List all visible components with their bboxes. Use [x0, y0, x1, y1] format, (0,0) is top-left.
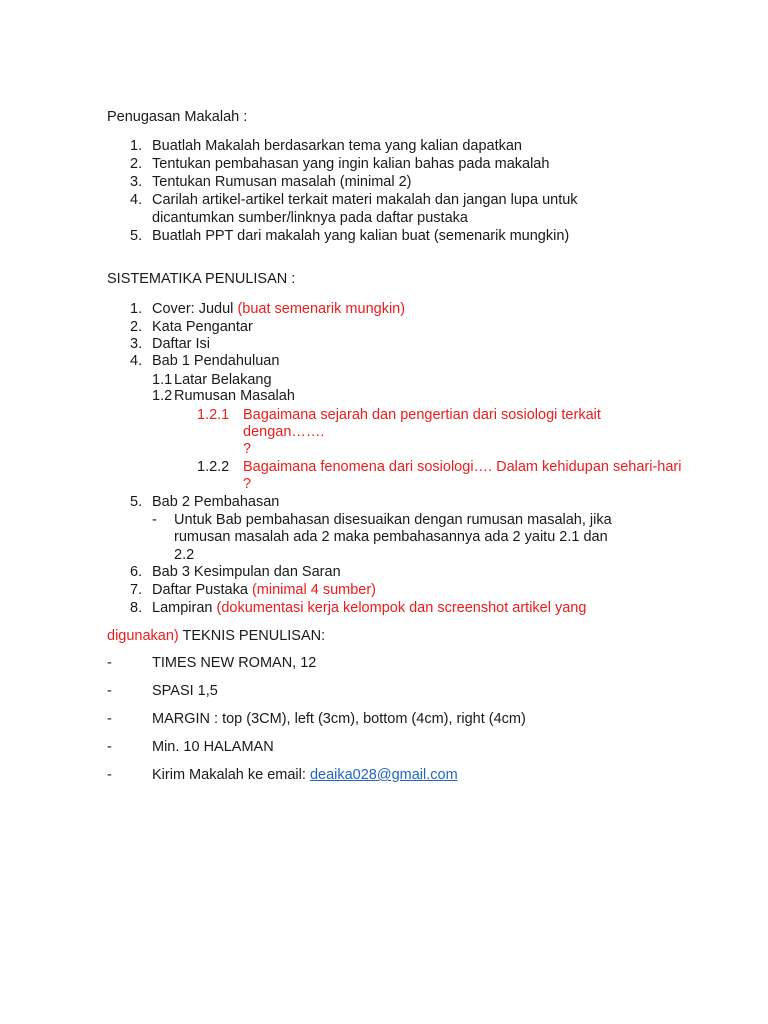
outline-num: 2. [130, 319, 143, 335]
bullet-text: 2.2 [174, 547, 195, 563]
task-text-cont: dicantumkan sumber/linknya pada daftar pustaka [152, 210, 468, 226]
outline-note: (dokumentasi kerja kelompok dan screenshot artikel yang [216, 600, 587, 616]
teknis-item: TIMES NEW ROMAN, 12 [152, 655, 317, 671]
bullet-dash: - [152, 512, 157, 528]
page-title: Penugasan Makalah : [107, 109, 248, 125]
teknis-dash: - [107, 683, 112, 699]
outline-text: Daftar Isi [152, 336, 211, 352]
task-text: Buatlah PPT dari makalah yang kalian buat (semenarik mungkin) [152, 228, 570, 244]
outline-subsub-num: 1.2.1 [197, 407, 230, 423]
outline-item-lampiran [152, 599, 586, 617]
outline-num: 5. [130, 494, 143, 510]
sistematika-heading: SISTEMATIKA PENULISAN : [107, 271, 296, 287]
email-link[interactable]: deaika028@gmail.com [309, 767, 458, 783]
outline-num: 3. [130, 336, 143, 352]
teknis-heading-line [107, 627, 325, 645]
teknis-item: MARGIN : top (3CM), left (3cm), bottom (4cm), right (4cm) [152, 711, 526, 727]
outline-num: 8. [130, 600, 143, 616]
teknis-item: Kirim Makalah ke email: [152, 767, 310, 783]
outline-subsub-text: ? [243, 441, 252, 457]
outline-num: 1. [130, 301, 143, 317]
bullet-text: Untuk Bab pembahasan disesuaikan dengan rumusan masalah, jika [174, 512, 612, 528]
teknis-dash: - [107, 711, 112, 727]
task-num: 5. [130, 228, 143, 244]
outline-subsub-text: dengan……. [243, 424, 325, 440]
teknis-dash: - [107, 655, 112, 671]
outline-subsub-text: Bagaimana sejarah dan pengertian dari sosiologi terkait [243, 407, 601, 423]
outline-num: 4. [130, 353, 143, 369]
outline-text: Bab 2 Pembahasan [152, 494, 280, 510]
outline-subsub-text: Bagaimana fenomena dari sosiologi…. Dalam kehidupan sehari-hari [243, 459, 682, 475]
outline-text: Daftar Pustaka [152, 582, 252, 598]
teknis-item-email [152, 766, 458, 784]
task-num: 2. [130, 156, 143, 172]
outline-note-cont: digunakan) [107, 628, 179, 644]
task-text: Tentukan pembahasan yang ingin kalian bahas pada makalah [152, 156, 550, 172]
task-num: 4. [130, 192, 143, 208]
outline-text: Kata Pengantar [152, 319, 253, 335]
teknis-heading: TEKNIS PENULISAN: [178, 628, 326, 644]
outline-text: Bab 3 Kesimpulan dan Saran [152, 564, 341, 580]
outline-text: Lampiran [152, 600, 217, 616]
teknis-dash: - [107, 767, 112, 783]
task-text: Carilah artikel-artikel terkait materi makalah dan jangan lupa untuk [152, 192, 578, 208]
task-num: 1. [130, 138, 143, 154]
outline-num: 6. [130, 564, 143, 580]
outline-item-cover [152, 300, 405, 318]
teknis-item: Min. 10 HALAMAN [152, 739, 274, 755]
teknis-item: SPASI 1,5 [152, 683, 218, 699]
task-num: 3. [130, 174, 143, 190]
outline-note: (buat semenarik mungkin) [237, 301, 406, 317]
outline-sub-text: Latar Belakang [174, 372, 272, 388]
outline-sub-num: 1.2 [152, 388, 173, 404]
bullet-text: rumusan masalah ada 2 maka pembahasannya ada 2 yaitu 2.1 dan [174, 529, 608, 545]
outline-text: Bab 1 Pendahuluan [152, 353, 280, 369]
outline-sub-num: 1.1 [152, 372, 173, 388]
task-text: Tentukan Rumusan masalah (minimal 2) [152, 174, 412, 190]
outline-num: 7. [130, 582, 143, 598]
outline-subsub-text: ? [243, 476, 252, 492]
outline-sub-text: Rumusan Masalah [174, 388, 295, 404]
outline-item-daftar-pustaka [152, 581, 376, 599]
teknis-dash: - [107, 739, 112, 755]
task-text: Buatlah Makalah berdasarkan tema yang kalian dapatkan [152, 138, 522, 154]
outline-note: (minimal 4 sumber) [251, 582, 377, 598]
outline-text: Cover: Judul [152, 301, 238, 317]
outline-subsub-num: 1.2.2 [197, 459, 230, 475]
